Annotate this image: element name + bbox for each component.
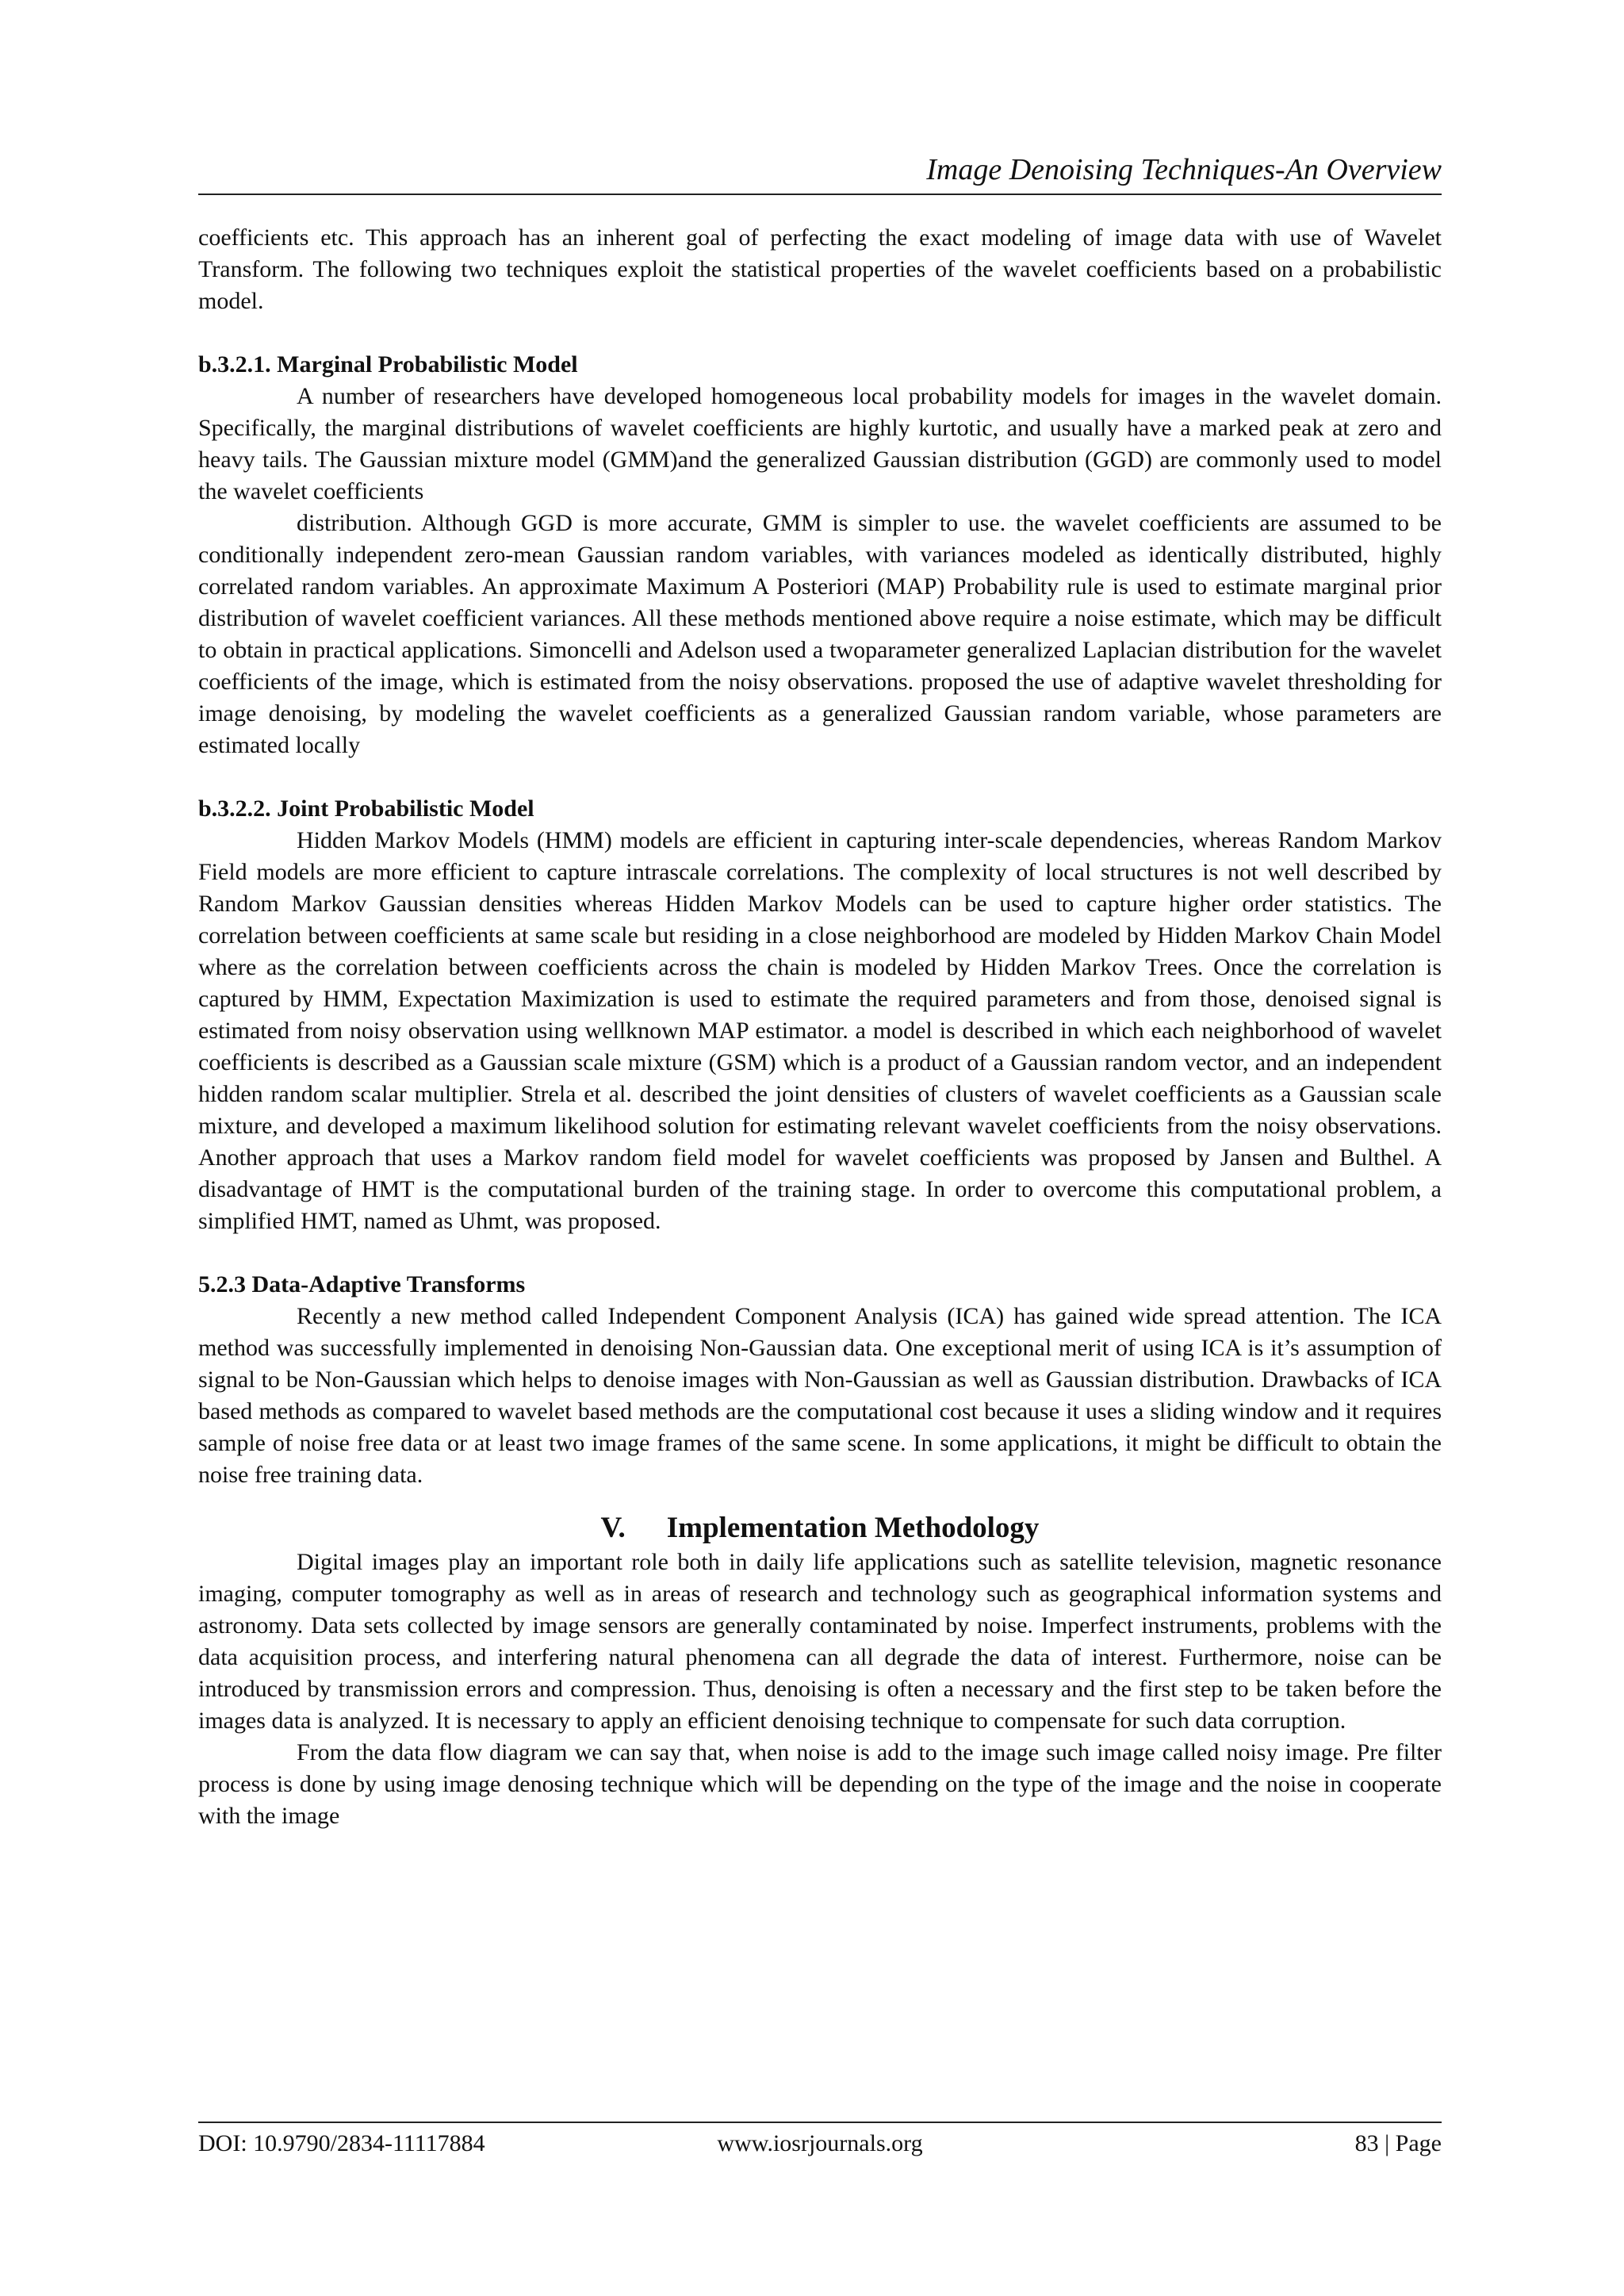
header-rule bbox=[198, 194, 1442, 195]
journal-page bbox=[198, 0, 1442, 2296]
running-header: Image Denoising Techniques-An Overview bbox=[926, 153, 1442, 186]
implementation-paragraph-1: Digital images play an important role both in daily life applications such as satellite television, magnetic resonance imaging, computer tomography as well as in areas of research and technology such as geographical information systems and astronomy. Data sets collected by image sensors are generally contaminated by noise. Imperfect instruments, problems with the data acquisition process, and interfering natural phenomena can all degrade the data of interest. Furthermore, noise can be introduced by transmission errors and compression. Thus, denoising is often a necessary and the first step to be taken before the images data is analyzed. It is necessary to apply an efficient denoising technique to compensate for such data corruption. bbox=[198, 1549, 1442, 1734]
intro-paragraph: coefficients etc. This approach has an inherent goal of perfecting the exact modeling of image data with use of Wavelet Transform. The following two techniques exploit the statistical properties of the wavelet coefficients based on a probabilistic model. bbox=[198, 224, 1442, 314]
footer-rule bbox=[198, 2122, 1442, 2123]
section-title-text: Implementation Methodology bbox=[666, 1512, 1040, 1544]
footer-page-number: 83 | Page bbox=[1354, 2130, 1442, 2156]
marginal-model-heading: b.3.2.1. Marginal Probabilistic Model bbox=[198, 351, 578, 378]
data-adaptive-heading: 5.2.3 Data-Adaptive Transforms bbox=[198, 1271, 526, 1297]
data-adaptive-paragraph: Recently a new method called Independent Component Analysis (ICA) has gained wide spread attention. The ICA method was successfully implemented in denoising Non-Gaussian data. One exceptional merit of using ICA is it’s assumption of signal to be Non-Gaussian which helps to denoise images with Non-Gaussian as well as Gaussian distribution. Drawbacks of ICA based methods as compared to wavelet based methods are the computational cost because it uses a sliding window and it requires sample of noise free data or at least two image frames of the same scene. In some applications, it might be difficult to obtain the noise free training data. bbox=[198, 1303, 1442, 1488]
joint-model-heading: b.3.2.2. Joint Probabilistic Model bbox=[198, 795, 534, 822]
marginal-paragraph-1: A number of researchers have developed homogeneous local probability models for images in the wavelet domain. Specifically, the marginal distributions of wavelet coefficients are highly kurtotic, and usually have a marked peak at zero and heavy tails. The Gaussian mixture model (GMM)and the generalized Gaussian distribution (GGD) are commonly used to model the wavelet coefficients bbox=[198, 383, 1442, 504]
article-body bbox=[198, 222, 1442, 1832]
implementation-paragraph-2: From the data flow diagram we can say that, when noise is add to the image such image called noisy image. Pre filter process is done by using image denosing technique which will be depending on the type of the image and the noise in cooperate with the image bbox=[198, 1739, 1442, 1829]
footer-website-link[interactable]: www.iosrjournals.org bbox=[717, 2130, 923, 2156]
joint-paragraph: Hidden Markov Models (HMM) models are efficient in capturing inter-scale dependencies, whereas Random Markov Field models are more efficient to capture intrascale correlations. The complexity of local structures is not well described by Random Markov Gaussian densities whereas Hidden Markov Models can be used to capture higher order statistics. The correlation between coefficients at same scale but residing in a close neighborhood are modeled by Hidden Markov Chain Model where as the correlation between coefficients across the chain is modeled by Hidden Markov Trees. Once the correlation is captured by HMM, Expectation Maximization is used to estimate the required parameters and from those, denoised signal is estimated from noisy observation using wellknown MAP estimator. a model is described in which each neighborhood of wavelet coefficients is described as a Gaussian scale mixture (GSM) which is a product of a Gaussian random vector, and an independent hidden random scalar multiplier. Strela et al. described the joint densities of clusters of wavelet coefficients as a Gaussian scale mixture, and developed a maximum likelihood solution for estimating relevant wavelet coefficients from the noisy observations. Another approach that uses a Markov random field model for wavelet coefficients was proposed by Jansen and Bulthel. A disadvantage of HMT is the computational burden of the training stage. In order to overcome this computational problem, a simplified HMT, named as Uhmt, was proposed. bbox=[198, 827, 1442, 1234]
section-number: V. bbox=[600, 1512, 626, 1544]
section-title bbox=[198, 1510, 1442, 1547]
marginal-paragraph-2: distribution. Although GGD is more accurate, GMM is simpler to use. the wavelet coefficients are assumed to be conditionally independent zero-mean Gaussian random variables, with variances modeled as identically distributed, highly correlated random variables. An approximate Maximum A Posteriori (MAP) Probability rule is used to estimate marginal prior distribution of wavelet coefficient variances. All these methods mentioned above require a noise estimate, which may be difficult to obtain in practical applications. Simoncelli and Adelson used a twoparameter generalized Laplacian distribution for the wavelet coefficients of the image, which is estimated from the noisy observations. proposed the use of adaptive wavelet thresholding for image denoising, by modeling the wavelet coefficients as a generalized Gaussian random variable, whose parameters are estimated locally bbox=[198, 510, 1442, 758]
footer-doi: DOI: 10.9790/2834-11117884 bbox=[198, 2130, 485, 2156]
